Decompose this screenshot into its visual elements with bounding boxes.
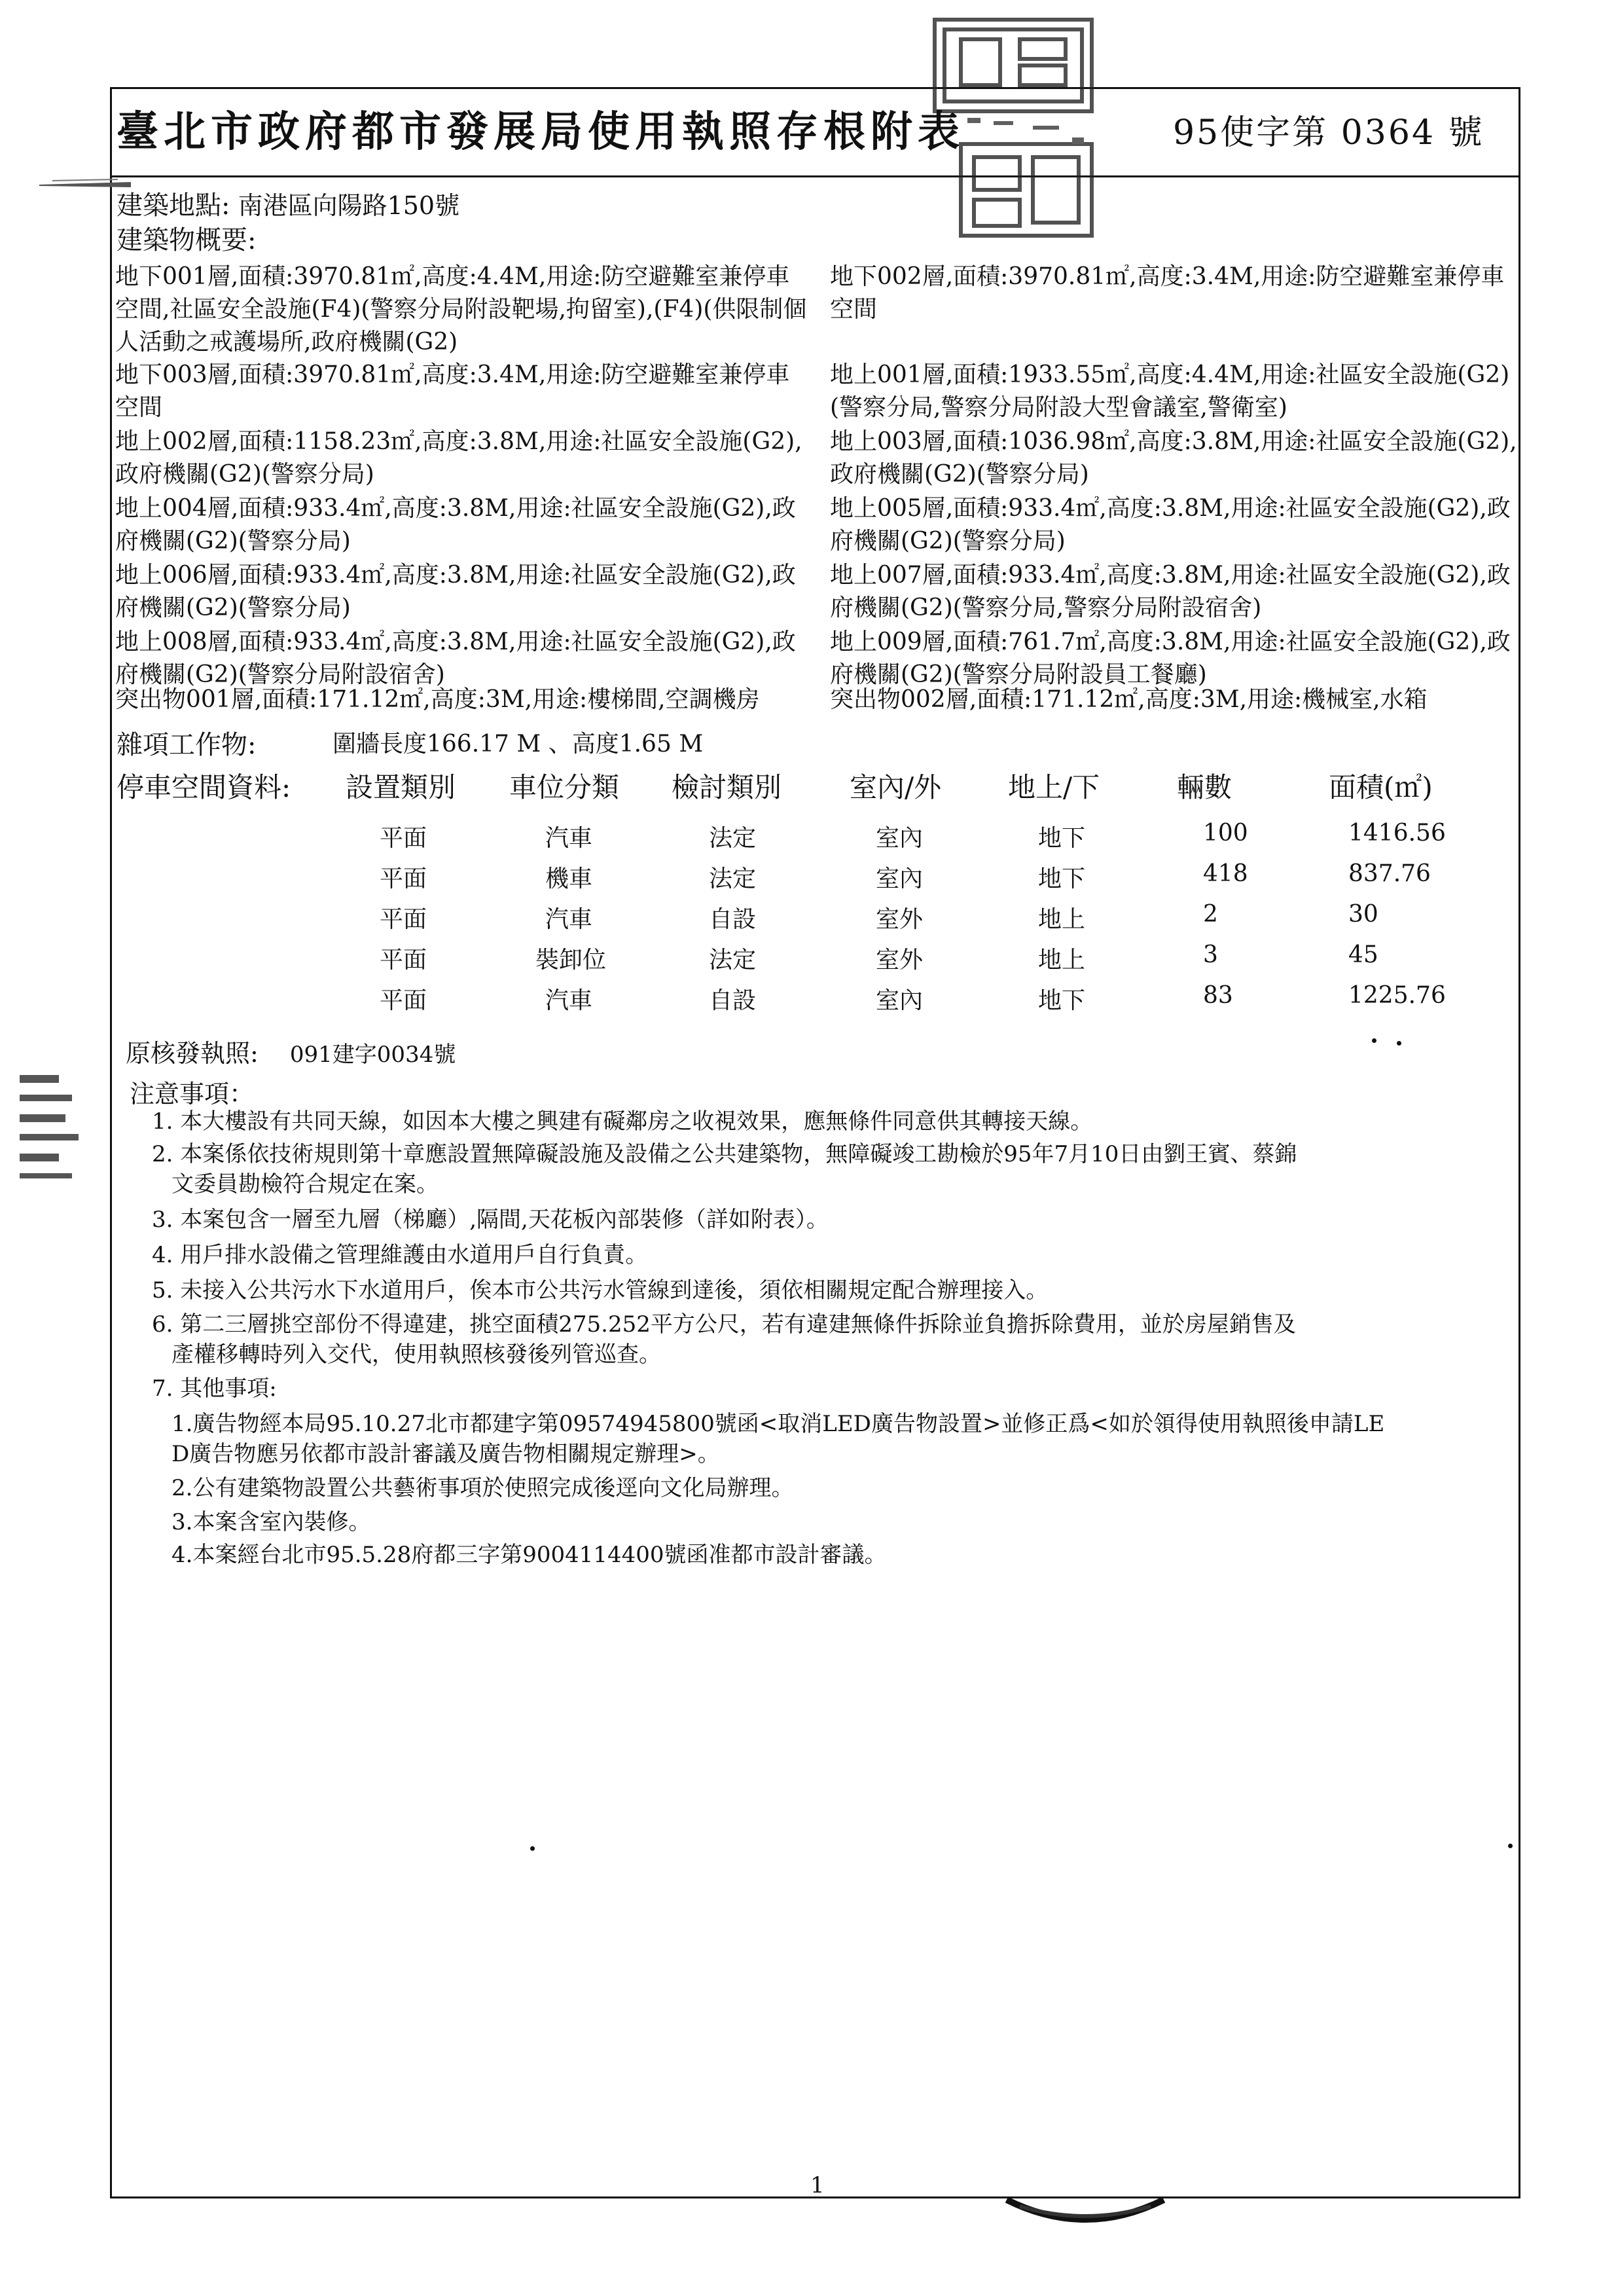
- page-number: 1: [810, 2172, 825, 2198]
- parking-cell: 地下: [1038, 866, 1086, 892]
- note-line: 4. 用戶排水設備之管理維護由水道用戶自行負責。: [152, 1242, 648, 1268]
- parking-header: 檢討類別: [672, 771, 782, 803]
- page-title: 臺北市政府都市發展局使用執照存根附表: [117, 107, 965, 156]
- parking-header: 車位分類: [509, 771, 620, 803]
- bottom-stamp-icon: [1000, 2187, 1170, 2239]
- parking-cell: 83: [1203, 982, 1233, 1009]
- misc-works-value: 圍牆長度166.17 M 、高度1.65 M: [333, 731, 704, 757]
- parking-cell: 837.76: [1348, 860, 1431, 887]
- floor-entry: 地上008層,面積:933.4㎡,高度:3.8M,用途:社區安全設施(G2),政府機關(G2)(警察分局附設宿舍): [115, 629, 796, 688]
- floor-entry: 地上004層,面積:933.4㎡,高度:3.8M,用途:社區安全設施(G2),政府機關(G2)(警察分局): [115, 495, 796, 555]
- parking-cell: 機車: [545, 866, 593, 892]
- floor-entry: 地上003層,面積:1036.98㎡,高度:3.8M,用途:社區安全設施(G2),政府機關(G2)(警察分局): [830, 428, 1517, 488]
- parking-cell: 室內: [876, 866, 924, 892]
- parking-cell: 法定: [709, 947, 757, 974]
- original-permit-label: 原核發執照:: [126, 1039, 259, 1068]
- parking-cell: 30: [1348, 901, 1378, 928]
- floor-entry: 地上001層,面積:1933.55㎡,高度:4.4M,用途:社區安全設施(G2)(警察分局,警察分局附設大型會議室,警衛室): [830, 361, 1510, 421]
- parking-cell: 平面: [380, 987, 427, 1014]
- parking-header: 室內/外: [850, 771, 942, 803]
- parking-cell: 平面: [380, 947, 427, 974]
- parking-cell: 汽車: [545, 906, 593, 933]
- parking-cell: 汽車: [545, 987, 593, 1014]
- note-line: 文委員勘檢符合規定在案。: [171, 1171, 439, 1197]
- original-permit-value: 091建字0034號: [289, 1042, 456, 1068]
- parking-cell: 法定: [709, 866, 757, 892]
- parking-cell: 室外: [876, 947, 924, 974]
- parking-header: 面積(㎡): [1329, 771, 1433, 803]
- note-line: 2.公有建築物設置公共藝術事項於使照完成後逕向文化局辦理。: [171, 1475, 794, 1501]
- parking-cell: 室外: [876, 906, 924, 933]
- parking-cell: 2: [1203, 901, 1218, 928]
- parking-cell: 汽車: [545, 825, 593, 852]
- note-line: 2. 本案係依技術規則第十章應設置無障礙設施及設備之公共建築物，無障礙竣工勘檢於95年7月10日由劉王賓、蔡錦: [152, 1141, 1297, 1167]
- scan-dot: [1508, 1844, 1513, 1848]
- parking-cell: 418: [1203, 860, 1248, 887]
- floor-entry: 突出物001層,面積:171.12㎡,高度:3M,用途:樓梯間,空調機房: [115, 686, 760, 713]
- parking-cell: 法定: [709, 825, 757, 852]
- parking-cell: 地上: [1038, 906, 1086, 933]
- note-line: 1. 本大樓設有共同天線，如因本大樓之興建有礙鄰房之收視效果，應無條件同意供其轉接天線。: [152, 1108, 1093, 1135]
- parking-cell: 100: [1203, 820, 1248, 847]
- parking-cell: 室內: [876, 987, 924, 1014]
- title-divider: [110, 175, 1520, 177]
- parking-header: 輛數: [1177, 771, 1232, 803]
- floor-entry: 突出物002層,面積:171.12㎡,高度:3M,用途:機械室,水箱: [830, 686, 1428, 713]
- note-line: 7. 其他事項:: [152, 1376, 277, 1402]
- floor-entry: 地下002層,面積:3970.81㎡,高度:3.4M,用途:防空避難室兼停車空間: [830, 263, 1505, 323]
- parking-cell: 地上: [1038, 947, 1086, 974]
- parking-cell: 室內: [876, 825, 924, 852]
- note-line: 3. 本案包含一層至九層（梯廳）,隔間,天花板內部裝修（詳如附表）。: [152, 1207, 829, 1233]
- parking-cell: 自設: [709, 906, 757, 933]
- parking-cell: 3: [1203, 941, 1218, 968]
- misc-works-label: 雜項工作物:: [117, 730, 257, 760]
- parking-cell: 地下: [1038, 825, 1086, 852]
- floor-entry: 地上005層,面積:933.4㎡,高度:3.8M,用途:社區安全設施(G2),政府機關(G2)(警察分局): [830, 495, 1511, 555]
- floor-entry: 地下001層,面積:3970.81㎡,高度:4.4M,用途:防空避難室兼停車空間,社區安全設施(F4)(警察分局附設靶場,拘留室),(F4)(供限制個人活動之戒護場所,政府機關(G2): [115, 263, 807, 355]
- site-location: [117, 185, 459, 222]
- parking-cell: 地下: [1038, 987, 1086, 1014]
- scan-dot: [530, 1846, 535, 1851]
- note-line: D廣告物應另依都市設計審議及廣告物相關規定辦理>。: [171, 1441, 720, 1467]
- floor-entry: 地下003層,面積:3970.81㎡,高度:3.4M,用途:防空避難室兼停車空間: [115, 361, 790, 421]
- parking-cell: 自設: [709, 987, 757, 1014]
- site-value: 南港區向陽路150號: [238, 191, 460, 220]
- floor-entry: 地上007層,面積:933.4㎡,高度:3.8M,用途:社區安全設施(G2),政府機關(G2)(警察分局,警察分局附設宿舍): [830, 562, 1511, 621]
- note-line: 5. 未接入公共污水下水道用戶，俟本市公共污水管線到達後，須依相關規定配合辦理接入。: [152, 1277, 1049, 1303]
- misc-works: [117, 724, 704, 761]
- parking-cell: 平面: [380, 906, 427, 933]
- note-line: 6. 第二三層挑空部份不得違建，挑空面積275.252平方公尺，若有違建無條件拆除並負擔拆除費用，並於房屋銷售及: [152, 1311, 1296, 1338]
- parking-cell: 45: [1348, 941, 1378, 968]
- floor-entry: 地上009層,面積:761.7㎡,高度:3.8M,用途:社區安全設施(G2),政府機關(G2)(警察分局附設員工餐廳): [830, 629, 1511, 688]
- note-line: 4.本案經台北市95.5.28府都三字第9004114400號函准都市設計審議。: [171, 1542, 887, 1568]
- parking-cell: 平面: [380, 866, 427, 892]
- margin-mark: [13, 1068, 92, 1186]
- floor-entry: 地上002層,面積:1158.23㎡,高度:3.8M,用途:社區安全設施(G2),政府機關(G2)(警察分局): [115, 428, 802, 488]
- parking-cell: 平面: [380, 825, 427, 852]
- parking-cell: 裝卸位: [535, 947, 607, 974]
- note-line: 1.廣告物經本局95.10.27北市都建字第09574945800號函<取消LED廣告物設置>並修正爲<如於領得使用執照後申請LE: [171, 1411, 1385, 1437]
- floor-entry: 地上006層,面積:933.4㎡,高度:3.8M,用途:社區安全設施(G2),政府機關(G2)(警察分局): [115, 562, 796, 621]
- scan-dot: [1397, 1041, 1401, 1046]
- notes-label: 注意事項：: [130, 1080, 255, 1108]
- scan-dot: [1372, 1038, 1376, 1043]
- parking-cell: 1416.56: [1348, 820, 1446, 847]
- site-label: 建築地點:: [117, 191, 230, 221]
- parking-label: 停車空間資料:: [117, 771, 291, 803]
- note-line: 3.本案含室內裝修。: [171, 1509, 371, 1535]
- note-line: 產權移轉時列入交代，使用執照核發後列管巡查。: [171, 1341, 661, 1368]
- parking-cell: 1225.76: [1348, 982, 1446, 1009]
- parking-header: 設置類別: [346, 771, 456, 803]
- original-permit: [126, 1033, 456, 1069]
- permit-number: 95使字第 0364 號: [1173, 113, 1484, 153]
- parking-header: 地上/下: [1008, 771, 1100, 803]
- overview-label: 建築物概要:: [117, 225, 257, 255]
